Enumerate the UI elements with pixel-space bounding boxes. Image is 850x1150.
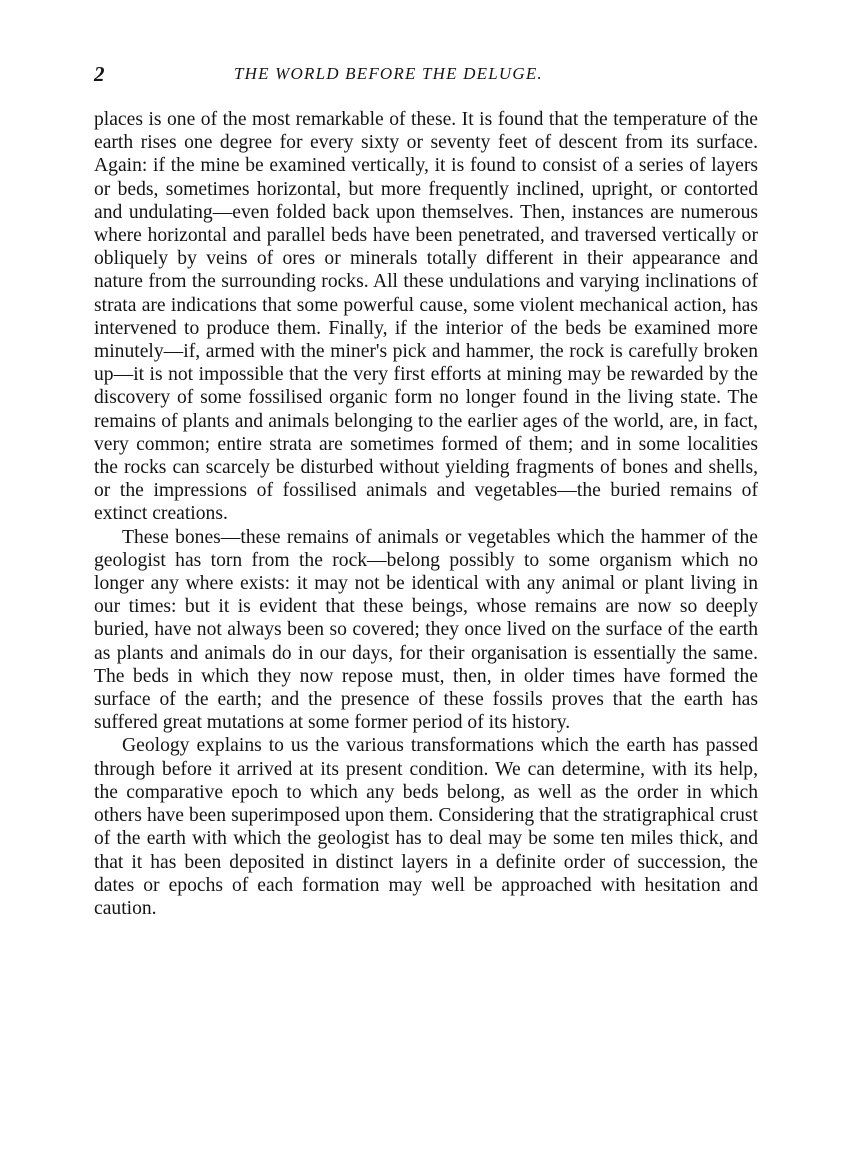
paragraph-fossils: These bones—these remains of animals or vegetables which the hammer of the geologist has torn from the rock—belong possibly to some organism which no longer any where exists: it may not be identical with any animal or plant living in our times: but it is evident that these beings, whose remains are now so deeply buried, have not always been so covered; they once lived on the surface of the earth as plants and animals do in our days, for their organisation is essentially the same. The beds in which they now repose must, then, in older times have formed the surface of the earth; and the presence of these fossils proves that the earth has suffered great mutations at some former period of its history.	[94, 526, 758, 734]
paragraph-geology: Geology explains to us the various transformations which the earth has passed through before it arrived at its present condition. We can determine, with its help, the comparative epoch to which any beds belong, as well as the order in which others have been superimposed upon them. Considering that the stratigraphical crust of the earth with which the geologist has to deal may be some ten miles thick, and that it has been deposited in distinct layers in a definite order of succession, the dates or epochs of each formation may well be approached with hesitation and caution.	[94, 735, 758, 919]
page-number: 2	[94, 62, 105, 86]
running-head	[94, 62, 758, 92]
body-text	[94, 108, 758, 920]
paragraph-continued: places is one of the most remarkable of these. It is found that the temperature of the earth rises one degree for every sixty or seventy feet of descent from its surface. Again: if the mine be examined vertically, it is found to consist of a series of layers or beds, sometimes horizontal, but more frequently inclined, upright, or contorted and undulating—even folded back upon themselves. Then, instances are numerous where horizontal and parallel beds have been penetrated, and traversed vertically or obliquely by veins of ores or minerals totally different in their appearance and nature from the surrounding rocks. All these undulations and varying inclinations of strata are indications that some powerful cause, some violent mechanical action, has intervened to produce them. Finally, if the interior of the beds be examined more minutely—if, armed with the miner's pick and hammer, the rock is carefully broken up—it is not impossible that the very first efforts at mining may be rewarded by the discovery of some fossilised organic form no longer found in the living state. The remains of plants and animals belonging to the earlier ages of the world, are, in fact, very common; entire strata are sometimes formed of them; and in some localities the rocks can scarcely be disturbed without yielding fragments of bones and shells, or the impressions of fossilised animals and vegetables—the buried remains of extinct creations.	[94, 109, 758, 525]
running-title: THE WORLD BEFORE THE DELUGE.	[234, 64, 543, 83]
